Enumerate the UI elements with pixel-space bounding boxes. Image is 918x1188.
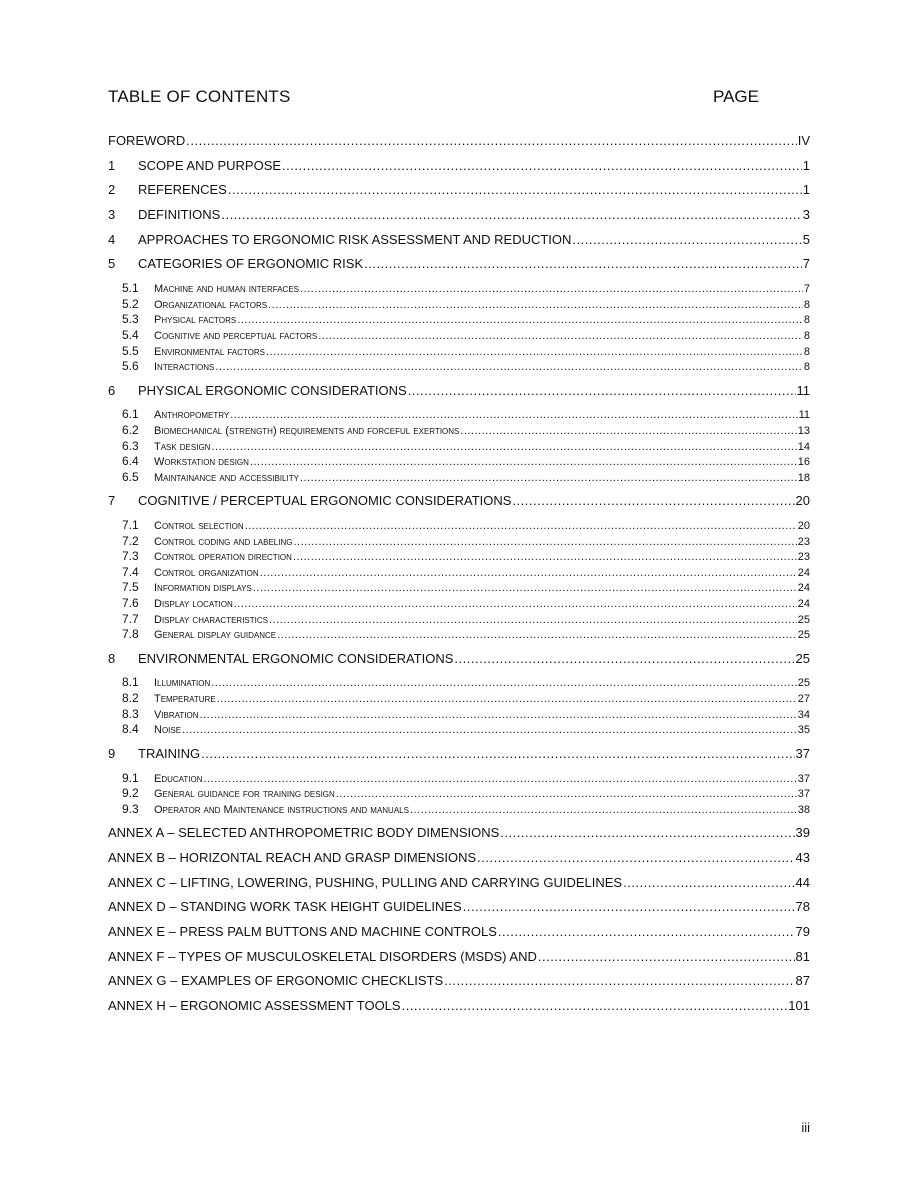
dot-leader bbox=[538, 947, 795, 967]
toc-entry-label bbox=[108, 312, 236, 328]
toc-entry-number: 5.1 bbox=[122, 281, 139, 296]
toc-entry-label bbox=[108, 359, 214, 375]
toc-entry-title: TRAINING bbox=[138, 745, 201, 761]
toc-entry-number: 6.4 bbox=[122, 454, 139, 469]
toc-entry-number: 7.5 bbox=[122, 580, 139, 595]
toc-entry-label bbox=[108, 180, 227, 200]
toc-entry-title: CATEGORIES OF ERGONOMIC RISK bbox=[138, 256, 364, 272]
toc-entry-title: Noise bbox=[154, 724, 182, 737]
toc-subsections-7 bbox=[108, 518, 810, 643]
toc-entry-number: 7.7 bbox=[122, 611, 139, 626]
toc-entry-section-6-2[interactable] bbox=[108, 423, 810, 439]
toc-entry-label bbox=[108, 454, 249, 470]
dot-leader bbox=[336, 787, 797, 802]
toc-entry-annex-h[interactable] bbox=[108, 996, 810, 1021]
toc-entry-page: 13 bbox=[797, 424, 810, 437]
toc-entry-label: ANNEX G – EXAMPLES OF ERGONOMIC CHECKLISTS bbox=[108, 973, 444, 989]
toc-entry-number: 8.4 bbox=[122, 722, 139, 737]
dot-leader bbox=[477, 848, 794, 868]
toc-entry-label bbox=[108, 156, 281, 176]
dot-leader bbox=[410, 803, 797, 818]
toc-entry-label: ANNEX A – SELECTED ANTHROPOMETRIC BODY DIMENSIONS bbox=[108, 825, 500, 841]
toc-entry-label bbox=[108, 675, 210, 691]
toc-entry-page: 8 bbox=[803, 298, 810, 311]
toc-chapters bbox=[108, 156, 810, 818]
toc-entry-chapter-6[interactable] bbox=[108, 381, 810, 406]
toc-entry-page: 23 bbox=[797, 551, 810, 564]
toc-entry-page: 25 bbox=[797, 677, 810, 690]
toc-entry-title: COGNITIVE / PERCEPTUAL ERGONOMIC CONSIDERATIONS bbox=[138, 493, 512, 509]
toc-entry-page: 27 bbox=[797, 693, 810, 706]
toc-entry-page: 24 bbox=[797, 566, 810, 579]
toc-entry-page: 5 bbox=[802, 231, 810, 247]
toc-entry-label bbox=[108, 707, 199, 723]
toc-entry-label bbox=[108, 691, 216, 707]
toc-entry-label bbox=[108, 596, 233, 612]
toc-entry-page: 101 bbox=[788, 998, 810, 1014]
toc-entry-page: 8 bbox=[803, 314, 810, 327]
toc-entry-page: 16 bbox=[797, 456, 810, 469]
toc-entry-number: 7 bbox=[108, 493, 116, 509]
toc-entry-page: 14 bbox=[797, 440, 810, 453]
toc-entry-section-9-2[interactable] bbox=[108, 786, 810, 802]
toc-entry-title: Information displays bbox=[154, 582, 252, 595]
toc-entry-chapter-8[interactable] bbox=[108, 649, 810, 674]
toc-entry-title: Operator and Maintenance instructions and manuals bbox=[154, 803, 409, 816]
toc-entry-title: Temperature bbox=[154, 693, 216, 706]
toc-entry-title: General display guidance bbox=[154, 629, 277, 642]
toc-subsections-9 bbox=[108, 771, 810, 818]
toc-entry-page: 25 bbox=[797, 613, 810, 626]
toc-entry-number: 6.1 bbox=[122, 407, 139, 422]
toc-annexes bbox=[108, 823, 810, 1021]
toc-entry-label: ANNEX C – LIFTING, LOWERING, PUSHING, PULLING AND CARRYING GUIDELINES bbox=[108, 874, 623, 890]
toc-entry-chapter-3[interactable] bbox=[108, 205, 810, 230]
toc-entry-annex-c[interactable] bbox=[108, 873, 810, 898]
toc-entry-title: Control coding and labeling bbox=[154, 535, 293, 548]
toc-entry-number: 7.8 bbox=[122, 627, 139, 642]
dot-leader bbox=[454, 649, 794, 669]
page-column-label: PAGE bbox=[713, 87, 759, 106]
toc-entry-number: 9.3 bbox=[122, 801, 139, 816]
toc-entry-label bbox=[108, 771, 203, 787]
toc-subsections-8 bbox=[108, 675, 810, 737]
toc-entry-number: 7.1 bbox=[122, 518, 139, 533]
toc-entry-page: IV bbox=[797, 133, 810, 148]
toc-entry-number: 7.6 bbox=[122, 596, 139, 610]
toc-entry-title: ENVIRONMENTAL ERGONOMIC CONSIDERATIONS bbox=[138, 650, 454, 666]
toc-entry-page: 1 bbox=[802, 157, 810, 173]
toc-entry-section-9-1[interactable] bbox=[108, 771, 810, 787]
toc-entry-label bbox=[108, 381, 407, 401]
toc-entry-title: Biomechanical (strength) requirements and forceful exertions bbox=[154, 424, 460, 437]
toc-entry-page: 11 bbox=[796, 382, 810, 398]
toc-entry-label: ANNEX H – ERGONOMIC ASSESSMENT TOOLS bbox=[108, 998, 401, 1014]
toc-entry-title: APPROACHES TO ERGONOMIC RISK ASSESSMENT AND REDUCTION bbox=[138, 231, 572, 247]
toc-entry-page: 38 bbox=[797, 803, 810, 816]
toc-entry-title: Physical factors bbox=[154, 314, 237, 327]
toc-entry-section-6-5[interactable] bbox=[108, 470, 810, 486]
toc-entry-section-7-2[interactable] bbox=[108, 534, 810, 550]
toc-entry-number: 6 bbox=[108, 382, 116, 398]
toc-entry-title: Control organization bbox=[154, 566, 259, 579]
dot-leader bbox=[460, 424, 796, 439]
dot-leader bbox=[253, 581, 797, 596]
toc-entry-label: ANNEX B – HORIZONTAL REACH AND GRASP DIMENSIONS bbox=[108, 850, 477, 865]
toc-entry-number: 9 bbox=[108, 745, 116, 761]
toc-entry-page: 34 bbox=[797, 708, 810, 721]
toc-entry-page: 37 bbox=[795, 745, 810, 761]
toc-entry-page: 20 bbox=[795, 493, 810, 509]
toc-entry-section-5-3[interactable] bbox=[108, 312, 810, 328]
toc-entry-label bbox=[108, 230, 571, 250]
toc-entry-number: 8.2 bbox=[122, 691, 139, 706]
toc-entry-title: Organizational factors bbox=[154, 298, 268, 311]
toc-entry-title: Control operation direction bbox=[154, 551, 292, 564]
toc-entry-foreword[interactable] bbox=[108, 131, 810, 156]
toc-entry-label bbox=[108, 344, 265, 360]
toc-entry-number: 6.5 bbox=[122, 469, 139, 484]
toc-entry-title: Environmental factors bbox=[154, 345, 265, 358]
toc-entry-number: 9.2 bbox=[122, 786, 139, 801]
dot-leader bbox=[500, 823, 794, 843]
toc-subsections-6 bbox=[108, 407, 810, 485]
toc-entry-label bbox=[108, 281, 299, 297]
toc-entry-label: FOREWORD bbox=[108, 133, 186, 148]
toc-entry-label: ANNEX D – STANDING WORK TASK HEIGHT GUIDELINES bbox=[108, 899, 462, 915]
toc-entry-title: Interactions bbox=[154, 361, 215, 374]
dot-leader bbox=[512, 491, 794, 511]
dot-leader bbox=[182, 723, 797, 738]
toc-entry-label bbox=[108, 565, 259, 581]
toc-entry-title: Machine and human interfaces bbox=[154, 283, 300, 296]
toc-entry-number: 5.2 bbox=[122, 296, 139, 311]
toc-entry-page: 79 bbox=[795, 924, 810, 940]
dot-leader bbox=[623, 873, 794, 893]
dot-leader bbox=[293, 535, 796, 550]
toc-entry-label bbox=[108, 518, 244, 534]
toc-entry-section-7-1[interactable] bbox=[108, 518, 810, 534]
toc-entry-section-7-7[interactable] bbox=[108, 612, 810, 628]
toc-entry-page: 11 bbox=[798, 409, 810, 422]
toc-entry-annex-e[interactable] bbox=[108, 922, 810, 947]
toc-entry-title: Illumination bbox=[154, 677, 211, 690]
dot-leader bbox=[282, 156, 802, 176]
toc-entry-page: 3 bbox=[802, 207, 810, 223]
toc-entry-chapter-9[interactable] bbox=[108, 744, 810, 769]
toc-entry-number: 8.3 bbox=[122, 706, 139, 721]
dot-leader bbox=[293, 550, 797, 565]
toc-entry-title: Display location bbox=[154, 598, 233, 610]
dot-leader bbox=[186, 131, 796, 151]
toc-entry-label bbox=[108, 722, 181, 738]
dot-leader bbox=[237, 313, 803, 328]
toc-entry-label bbox=[108, 744, 200, 764]
toc-entry-title: Control selection bbox=[154, 520, 244, 533]
toc-entry-label bbox=[108, 534, 292, 550]
dot-leader bbox=[221, 205, 801, 225]
toc-entry-page: 25 bbox=[797, 629, 810, 642]
toc-entry-title: Maintainance and accessibility bbox=[154, 471, 299, 484]
toc-entry-label bbox=[108, 786, 335, 802]
toc-entry-page: 24 bbox=[797, 582, 810, 595]
dot-leader bbox=[230, 408, 797, 423]
toc-entry-label bbox=[108, 549, 292, 565]
toc-entry-page: 20 bbox=[797, 520, 810, 533]
toc-entry-page: 81 bbox=[795, 948, 810, 964]
toc-entry-section-5-1[interactable] bbox=[108, 281, 810, 297]
toc-entry-section-7-6[interactable] bbox=[108, 596, 810, 612]
toc-entry-annex-a[interactable] bbox=[108, 823, 810, 848]
dot-leader bbox=[318, 329, 803, 344]
toc-entry-number: 5.6 bbox=[122, 359, 139, 374]
toc-entry-section-7-4[interactable] bbox=[108, 565, 810, 581]
toc-entry-annex-b[interactable] bbox=[108, 848, 810, 873]
toc-entry-section-8-3[interactable] bbox=[108, 707, 810, 723]
toc-entry-number: 1 bbox=[108, 157, 116, 173]
toc-entry-number: 7.2 bbox=[122, 533, 139, 548]
toc-entry-title: Vibration bbox=[154, 708, 199, 721]
toc-entry-section-5-2[interactable] bbox=[108, 297, 810, 313]
toc-entry-number: 4 bbox=[108, 231, 116, 247]
toc-entry-page: 24 bbox=[797, 598, 810, 610]
toc-entry-number: 6.3 bbox=[122, 438, 139, 453]
dot-leader bbox=[463, 897, 795, 917]
toc-entry-chapter-7[interactable] bbox=[108, 491, 810, 516]
toc-entry-title: PHYSICAL ERGONOMIC CONSIDERATIONS bbox=[138, 382, 407, 398]
dot-leader bbox=[250, 455, 797, 470]
toc-entry-section-5-5[interactable] bbox=[108, 344, 810, 360]
page-number: iii bbox=[801, 1120, 810, 1135]
toc-entry-number: 5.3 bbox=[122, 312, 139, 327]
toc-entry-label bbox=[108, 254, 363, 274]
toc-entry-title: Workstation design bbox=[154, 456, 249, 469]
dot-leader bbox=[260, 566, 797, 581]
toc-entry-page: 87 bbox=[795, 973, 810, 989]
toc-entry-page: 8 bbox=[803, 345, 810, 358]
toc-title: TABLE OF CONTENTS bbox=[108, 87, 291, 106]
toc-entry-number: 5.5 bbox=[122, 343, 139, 358]
toc-entry-number: 8.1 bbox=[122, 675, 139, 690]
toc-entry-section-9-3[interactable] bbox=[108, 802, 810, 818]
dot-leader bbox=[572, 230, 801, 250]
toc-entry-page: 7 bbox=[803, 283, 810, 296]
toc-entry-label bbox=[108, 580, 252, 596]
toc-entry-title: Education bbox=[154, 772, 203, 785]
toc-entry-label bbox=[108, 423, 459, 439]
toc-entry-section-8-2[interactable] bbox=[108, 691, 810, 707]
toc-entry-number: 7.4 bbox=[122, 564, 139, 579]
toc-entry-chapter-2[interactable] bbox=[108, 180, 810, 205]
dot-leader bbox=[234, 597, 797, 612]
dot-leader bbox=[444, 971, 794, 991]
dot-leader bbox=[277, 628, 797, 643]
toc-entry-chapter-5[interactable] bbox=[108, 254, 810, 279]
toc-entry-title: Cognitive and perceptual factors bbox=[154, 329, 318, 342]
toc-entry-number: 7.3 bbox=[122, 549, 139, 564]
toc-entry-title: DEFINITIONS bbox=[138, 207, 221, 223]
toc-entry-number: 8 bbox=[108, 650, 116, 666]
toc-entry-section-5-4[interactable] bbox=[108, 328, 810, 344]
dot-leader bbox=[215, 360, 802, 375]
dot-leader bbox=[200, 708, 797, 723]
toc-entry-page: 39 bbox=[795, 825, 810, 841]
toc-entry-label bbox=[108, 627, 276, 643]
dot-leader bbox=[364, 254, 802, 274]
toc-entry-annex-f[interactable] bbox=[108, 947, 810, 972]
toc-entry-number: 6.2 bbox=[122, 422, 139, 437]
toc-entry-section-7-3[interactable] bbox=[108, 549, 810, 565]
dot-leader bbox=[201, 744, 794, 764]
toc-entry-page: 35 bbox=[797, 724, 810, 737]
toc-entry-section-6-1[interactable] bbox=[108, 407, 810, 423]
toc-entry-label bbox=[108, 491, 511, 511]
toc-entry-number: 5 bbox=[108, 256, 116, 272]
toc-entry-label bbox=[108, 407, 229, 423]
toc-entry-label bbox=[108, 612, 268, 628]
toc-entry-label bbox=[108, 439, 210, 455]
toc-entry-section-8-4[interactable] bbox=[108, 722, 810, 738]
toc-entry-page: 8 bbox=[803, 361, 810, 374]
toc-entry-page: 43 bbox=[795, 850, 810, 865]
toc-entry-section-5-6[interactable] bbox=[108, 359, 810, 375]
dot-leader bbox=[300, 471, 797, 486]
toc-subsections-5 bbox=[108, 281, 810, 375]
dot-leader bbox=[245, 519, 797, 534]
toc-entry-label: ANNEX E – PRESS PALM BUTTONS AND MACHINE CONTROLS bbox=[108, 924, 497, 940]
toc-entry-label bbox=[108, 649, 453, 669]
toc-entry-page: 44 bbox=[795, 874, 810, 890]
toc-entry-label bbox=[108, 470, 299, 486]
table-of-contents bbox=[108, 131, 810, 1021]
toc-entry-section-6-4[interactable] bbox=[108, 454, 810, 470]
toc-entry-chapter-4[interactable] bbox=[108, 230, 810, 255]
toc-entry-label bbox=[108, 205, 220, 225]
toc-entry-label bbox=[108, 328, 317, 344]
toc-entry-label bbox=[108, 297, 267, 313]
dot-leader bbox=[211, 440, 796, 455]
toc-entry-title: General guidance for training design bbox=[154, 788, 335, 801]
toc-entry-number: 2 bbox=[108, 182, 116, 198]
toc-entry-page: 37 bbox=[797, 788, 810, 801]
toc-entry-number: 3 bbox=[108, 207, 116, 223]
dot-leader bbox=[211, 676, 797, 691]
toc-entry-page: 8 bbox=[803, 329, 810, 342]
toc-entry-number: 5.4 bbox=[122, 327, 139, 342]
toc-entry-page: 78 bbox=[795, 899, 810, 915]
dot-leader bbox=[408, 381, 796, 401]
dot-leader bbox=[300, 282, 803, 297]
toc-entry-annex-g[interactable] bbox=[108, 971, 810, 996]
toc-entry-title: Anthropometry bbox=[154, 409, 230, 422]
dot-leader bbox=[228, 180, 802, 200]
dot-leader bbox=[402, 996, 788, 1016]
toc-entry-section-8-1[interactable] bbox=[108, 675, 810, 691]
toc-entry-page: 25 bbox=[795, 650, 810, 666]
toc-entry-page: 7 bbox=[802, 256, 810, 272]
toc-entry-page: 37 bbox=[797, 772, 810, 785]
toc-entry-section-6-3[interactable] bbox=[108, 439, 810, 455]
toc-entry-title: SCOPE AND PURPOSE bbox=[138, 157, 282, 173]
dot-leader bbox=[269, 613, 797, 628]
toc-entry-page: 1 bbox=[802, 182, 810, 198]
toc-entry-page: 18 bbox=[797, 471, 810, 484]
toc-entry-label: ANNEX F – TYPES OF MUSCULOSKELETAL DISORDERS (MSDS) AND bbox=[108, 948, 537, 964]
toc-entry-title: Task design bbox=[154, 440, 211, 453]
toc-entry-section-7-5[interactable] bbox=[108, 580, 810, 596]
dot-leader bbox=[268, 298, 803, 313]
toc-entry-label bbox=[108, 802, 409, 818]
toc-entry-page: 23 bbox=[797, 535, 810, 548]
dot-leader bbox=[204, 772, 797, 787]
toc-entry-title: Display characteristics bbox=[154, 613, 268, 626]
toc-entry-chapter-1[interactable] bbox=[108, 156, 810, 181]
toc-entry-number: 9.1 bbox=[122, 770, 139, 785]
toc-entry-section-7-8[interactable] bbox=[108, 627, 810, 643]
dot-leader bbox=[266, 345, 803, 360]
dot-leader bbox=[498, 922, 795, 942]
dot-leader bbox=[217, 692, 797, 707]
toc-entry-annex-d[interactable] bbox=[108, 897, 810, 922]
toc-entry-title: REFERENCES bbox=[138, 182, 227, 198]
